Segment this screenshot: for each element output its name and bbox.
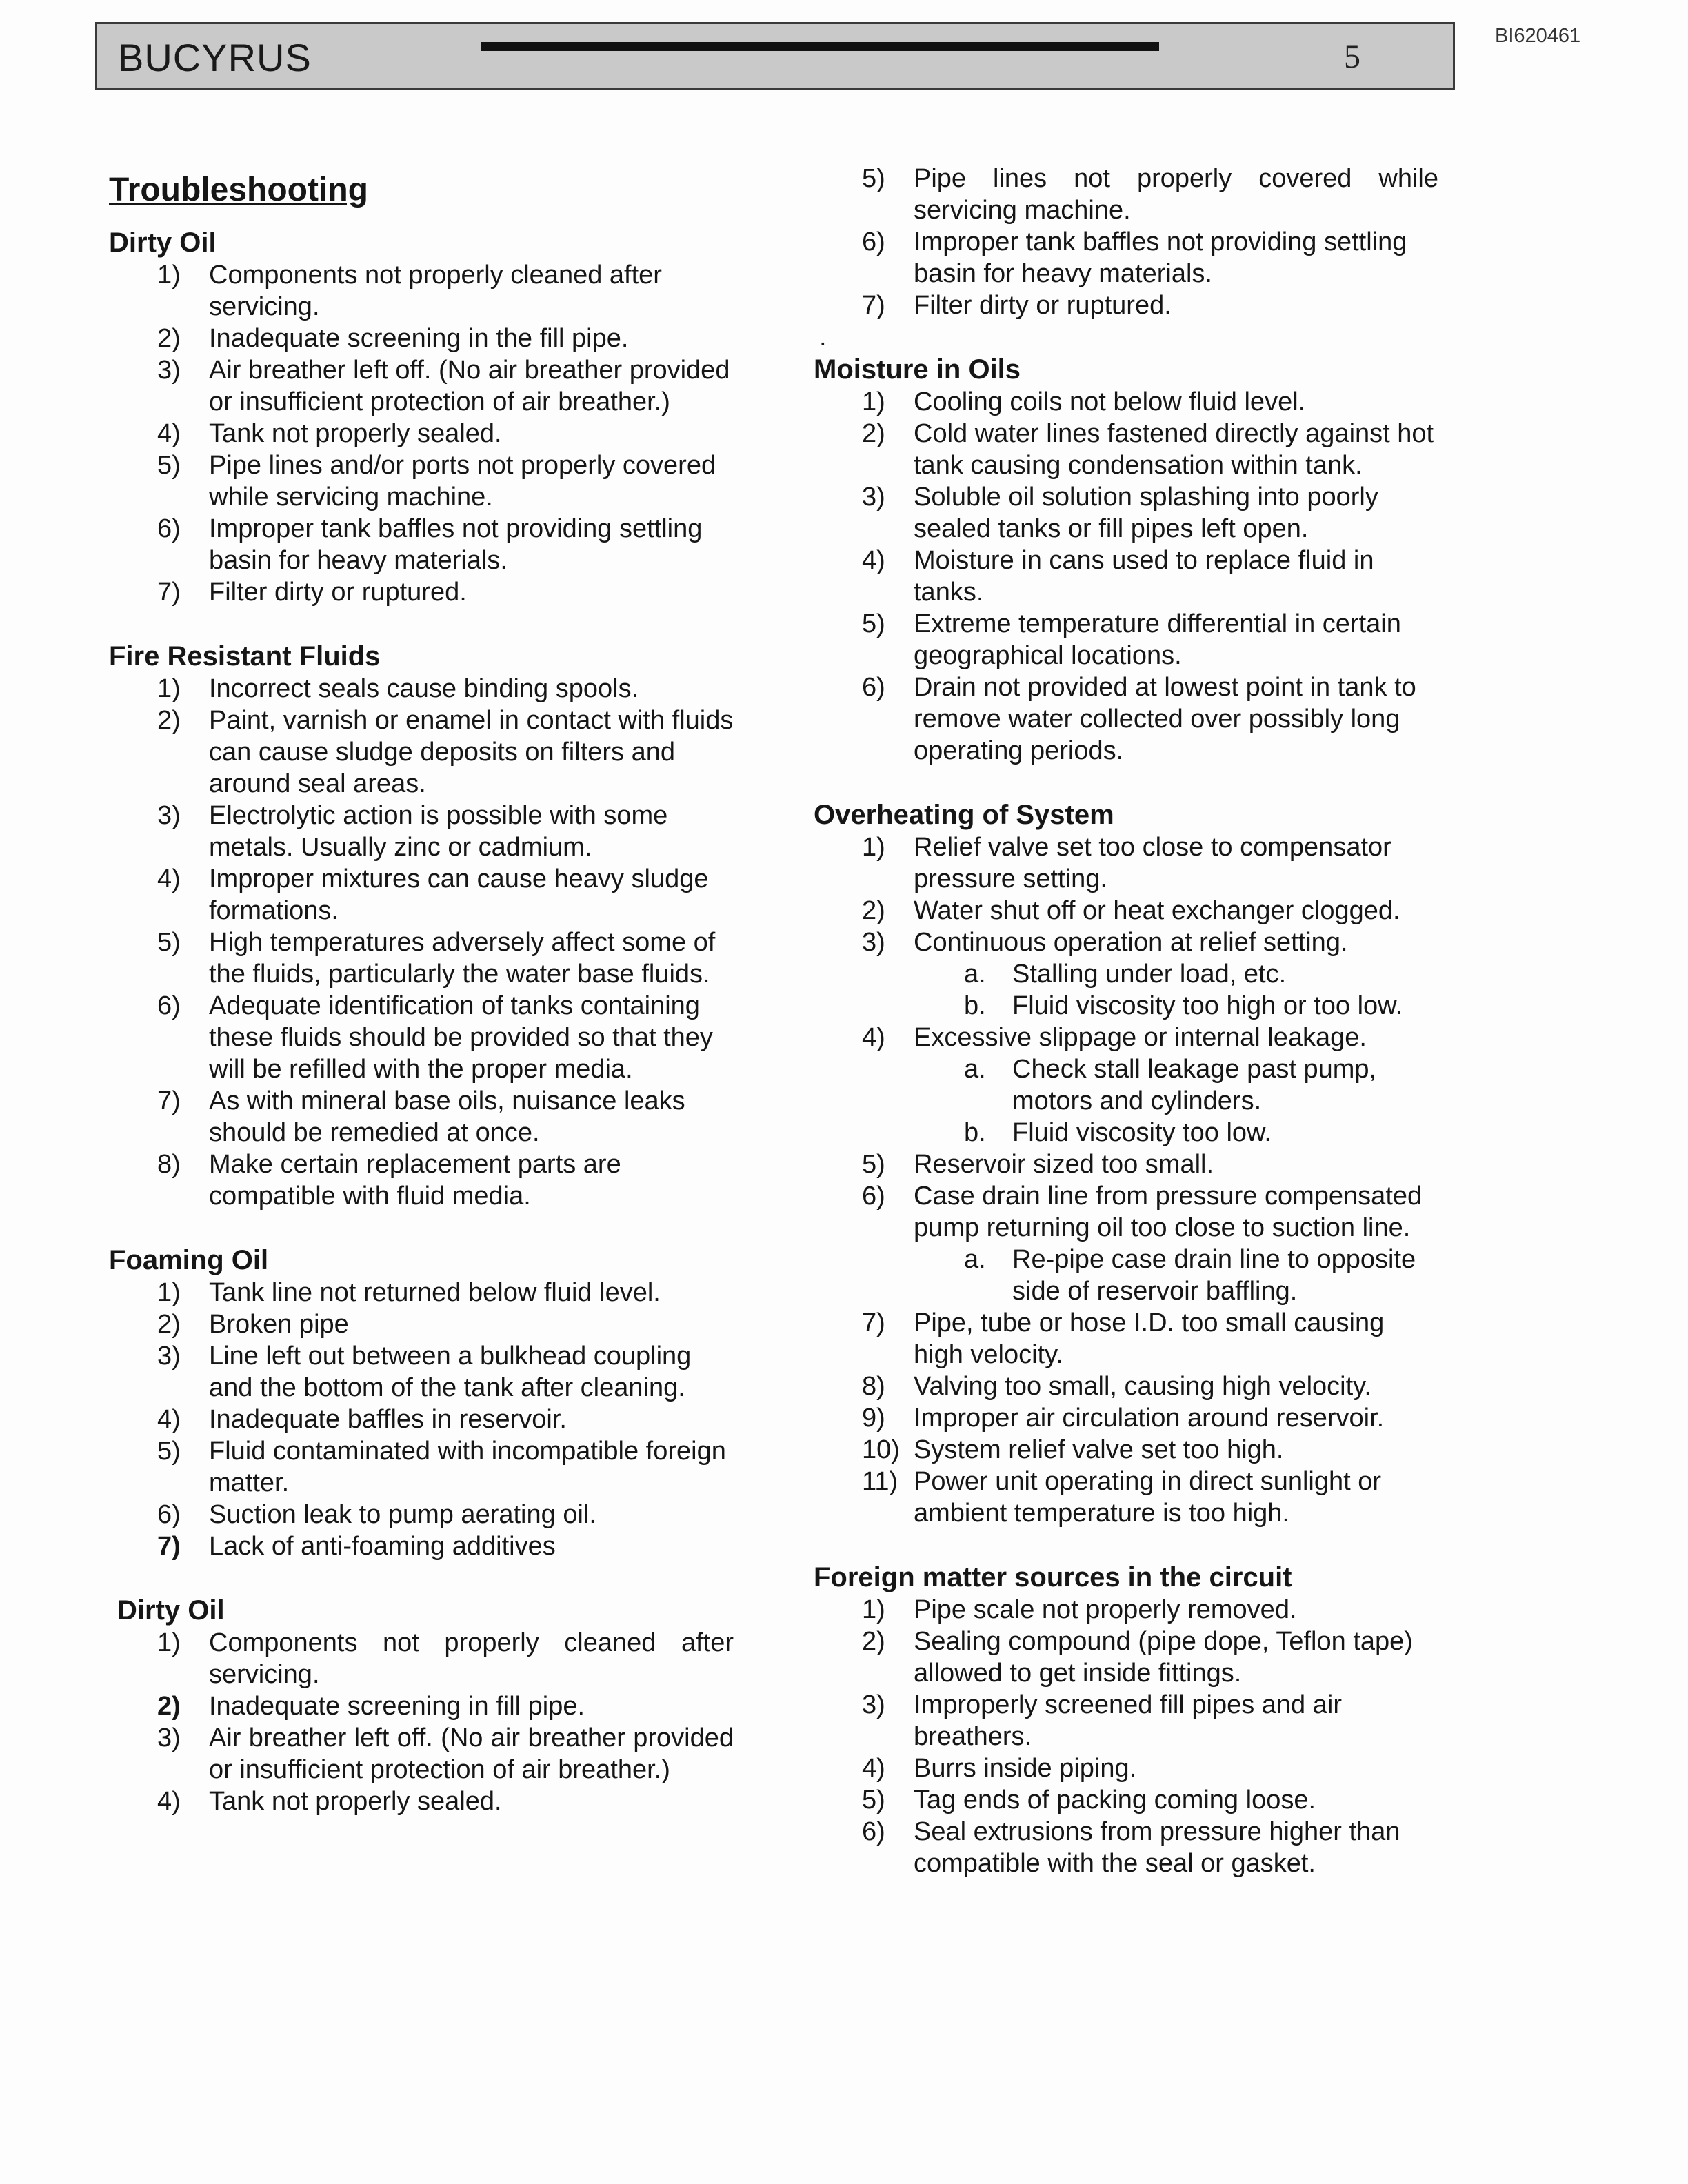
sub-list-item bbox=[814, 958, 1438, 990]
list-item bbox=[109, 1277, 734, 1308]
item-text: Lack of anti-foaming additives bbox=[209, 1532, 556, 1561]
list-item bbox=[814, 831, 1438, 895]
list-item bbox=[814, 1307, 1438, 1371]
item-letter: a. bbox=[964, 1055, 986, 1084]
item-text: Suction leak to pump aerating oil. bbox=[209, 1500, 596, 1529]
list-item bbox=[109, 1435, 734, 1499]
item-letter: b. bbox=[964, 991, 986, 1020]
item-text: Components not properly cleaned after servicing. bbox=[209, 1628, 734, 1689]
item-number: 6) bbox=[862, 228, 885, 256]
item-number: 9) bbox=[862, 1404, 885, 1433]
item-number: 1) bbox=[862, 387, 885, 416]
list-item bbox=[109, 927, 734, 990]
list-item bbox=[814, 163, 1438, 226]
item-text: Fluid viscosity too high or too low. bbox=[1012, 991, 1403, 1020]
item-text: Improperly screened fill pipes and air breathers. bbox=[914, 1690, 1342, 1751]
list-item bbox=[814, 671, 1438, 767]
item-text: Improper air circulation around reservoir. bbox=[914, 1404, 1385, 1433]
item-text: Filter dirty or ruptured. bbox=[209, 578, 467, 607]
list-item bbox=[109, 1499, 734, 1530]
item-number: 5) bbox=[157, 1437, 181, 1466]
item-number: 2) bbox=[157, 1692, 181, 1721]
item-number: 3) bbox=[157, 801, 181, 830]
item-text: Tank line not returned below fluid level. bbox=[209, 1278, 661, 1307]
list-item bbox=[814, 927, 1438, 958]
item-number: 4) bbox=[157, 419, 181, 448]
item-text: Make certain replacement parts are compatible with fluid media. bbox=[209, 1150, 621, 1211]
section-fire-resistant-fluids bbox=[109, 640, 734, 1212]
item-number: 6) bbox=[157, 514, 181, 543]
item-text: Broken pipe bbox=[209, 1310, 349, 1339]
item-number: 3) bbox=[862, 483, 885, 512]
item-text: Water shut off or heat exchanger clogged. bbox=[914, 896, 1400, 925]
item-text: Seal extrusions from pressure higher than compatible with the seal or gasket. bbox=[914, 1817, 1400, 1878]
item-number: 5) bbox=[157, 928, 181, 957]
section-dirty-oil bbox=[109, 226, 734, 608]
list-item bbox=[814, 1594, 1438, 1626]
list-item bbox=[814, 226, 1438, 290]
item-text: Excessive slippage or internal leakage. bbox=[914, 1023, 1367, 1052]
item-number: 2) bbox=[157, 1310, 181, 1339]
list-item bbox=[109, 576, 734, 608]
section-heading: Dirty Oil bbox=[117, 1595, 225, 1626]
item-letter: a. bbox=[964, 1245, 986, 1274]
list-item bbox=[109, 323, 734, 354]
item-letter: b. bbox=[964, 1118, 986, 1147]
list-item bbox=[109, 449, 734, 513]
list-item bbox=[109, 673, 734, 705]
item-number: 7) bbox=[157, 578, 181, 607]
item-text: Moisture in cans used to replace fluid in tanks. bbox=[914, 546, 1374, 607]
list-item bbox=[814, 1180, 1438, 1244]
list-item bbox=[814, 545, 1438, 608]
item-text: Improper tank baffles not providing settling basin for heavy materials. bbox=[914, 228, 1407, 288]
list-item bbox=[814, 1402, 1438, 1434]
item-text: Electrolytic action is possible with some metals. Usually zinc or cadmium. bbox=[209, 801, 668, 862]
item-text: Pipe lines not properly covered while servicing machine. bbox=[914, 164, 1438, 225]
item-text: Pipe, tube or hose I.D. too small causing high velocity. bbox=[914, 1308, 1385, 1369]
item-text: System relief valve set too high. bbox=[914, 1435, 1284, 1464]
list-item bbox=[814, 1689, 1438, 1752]
item-letter: a. bbox=[964, 960, 986, 989]
item-number: 3) bbox=[862, 1690, 885, 1719]
list-item bbox=[109, 513, 734, 576]
item-text: Inadequate screening in the fill pipe. bbox=[209, 324, 629, 353]
item-number: 4) bbox=[157, 1787, 181, 1816]
list-item bbox=[814, 1371, 1438, 1402]
item-text: Tank not properly sealed. bbox=[209, 419, 502, 448]
item-number: 5) bbox=[862, 1150, 885, 1179]
item-text: Air breather left off. (No air breather provided or insufficient protection of air breather.) bbox=[209, 356, 730, 416]
list-item bbox=[109, 1149, 734, 1212]
item-number: 4) bbox=[862, 546, 885, 575]
item-number: 6) bbox=[862, 1182, 885, 1211]
list-item bbox=[109, 1404, 734, 1435]
list-item bbox=[109, 1786, 734, 1817]
page-header-bar bbox=[95, 22, 1455, 90]
section-foaming-oil bbox=[109, 1244, 734, 1562]
item-number: 6) bbox=[157, 1500, 181, 1529]
stray-mark: . bbox=[819, 323, 827, 352]
item-text: Air breather left off. (No air breather provided or insufficient protection of air breather.) bbox=[209, 1723, 734, 1784]
sub-list-item bbox=[814, 990, 1438, 1022]
item-number: 1) bbox=[157, 1628, 181, 1657]
item-number: 6) bbox=[862, 1817, 885, 1846]
item-number: 4) bbox=[157, 865, 181, 893]
item-number: 7) bbox=[862, 291, 885, 320]
list-item bbox=[814, 1466, 1438, 1529]
list-item bbox=[109, 418, 734, 449]
item-text: Inadequate screening in fill pipe. bbox=[209, 1692, 585, 1721]
list-item bbox=[814, 895, 1438, 927]
item-text: Incorrect seals cause binding spools. bbox=[209, 674, 639, 703]
section-foreign-matter-sources-in-the-circuit bbox=[814, 1561, 1438, 1879]
list-item bbox=[814, 386, 1438, 418]
item-number: 10) bbox=[862, 1435, 900, 1464]
item-number: 3) bbox=[157, 1342, 181, 1371]
item-number: 1) bbox=[862, 1595, 885, 1624]
item-text: Inadequate baffles in reservoir. bbox=[209, 1405, 567, 1434]
section-heading: Moisture in Oils bbox=[814, 354, 1021, 385]
item-text: Paint, varnish or enamel in contact with fluids can cause sludge deposits on filters and around seal areas. bbox=[209, 706, 734, 798]
item-number: 4) bbox=[862, 1754, 885, 1783]
item-text: Burrs inside piping. bbox=[914, 1754, 1137, 1783]
item-text: Check stall leakage past pump, motors and cylinders. bbox=[1012, 1055, 1377, 1115]
list-item bbox=[109, 1340, 734, 1404]
item-text: Improper tank baffles not providing settling basin for heavy materials. bbox=[209, 514, 703, 575]
list-item bbox=[814, 1752, 1438, 1784]
list-item bbox=[109, 990, 734, 1085]
item-text: Pipe scale not properly removed. bbox=[914, 1595, 1297, 1624]
list-item bbox=[109, 863, 734, 927]
item-number: 5) bbox=[862, 164, 885, 193]
item-text: Continuous operation at relief setting. bbox=[914, 928, 1348, 957]
item-text: Sealing compound (pipe dope, Teflon tape) allowed to get inside fittings. bbox=[914, 1627, 1413, 1688]
header-rule bbox=[481, 42, 1159, 51]
list-item bbox=[814, 481, 1438, 545]
section-heading: Dirty Oil bbox=[109, 228, 217, 258]
item-text: Valving too small, causing high velocity. bbox=[914, 1372, 1372, 1401]
item-number: 11) bbox=[862, 1467, 898, 1496]
item-number: 2) bbox=[157, 324, 181, 353]
item-text: Extreme temperature differential in certain geographical locations. bbox=[914, 609, 1401, 670]
list-item bbox=[814, 290, 1438, 321]
item-number: 4) bbox=[862, 1023, 885, 1052]
list-item bbox=[109, 259, 734, 323]
sub-list-item bbox=[814, 1244, 1438, 1307]
right-column bbox=[814, 163, 1438, 1911]
list-item bbox=[109, 1627, 734, 1690]
item-text: Adequate identification of tanks containing these fluids should be provided so that they will be refilled with the proper media. bbox=[209, 991, 713, 1084]
section-moisture-in-oils bbox=[814, 353, 1438, 767]
list-item bbox=[814, 1816, 1438, 1879]
list-item bbox=[109, 1690, 734, 1722]
list-item bbox=[109, 1308, 734, 1340]
item-number: 2) bbox=[157, 706, 181, 735]
item-number: 6) bbox=[157, 991, 181, 1020]
item-text: As with mineral base oils, nuisance leaks should be remedied at once. bbox=[209, 1086, 685, 1147]
list-item bbox=[814, 1022, 1438, 1053]
document-id: BI620461 bbox=[1495, 25, 1581, 47]
item-text: Soluble oil solution splashing into poorly sealed tanks or fill pipes left open. bbox=[914, 483, 1378, 543]
left-sections bbox=[109, 226, 734, 1817]
item-number: 4) bbox=[157, 1405, 181, 1434]
list-item bbox=[109, 705, 734, 800]
item-text: Re-pipe case drain line to opposite side of reservoir baffling. bbox=[1012, 1245, 1416, 1306]
list-item bbox=[814, 1149, 1438, 1180]
item-text: Fluid viscosity too low. bbox=[1012, 1118, 1272, 1147]
item-number: 3) bbox=[862, 928, 885, 957]
item-number: 2) bbox=[862, 419, 885, 448]
item-number: 6) bbox=[862, 673, 885, 702]
item-number: 8) bbox=[157, 1150, 181, 1179]
item-number: 8) bbox=[862, 1372, 885, 1401]
item-number: 1) bbox=[157, 674, 181, 703]
item-number: 5) bbox=[157, 451, 181, 480]
item-number: 1) bbox=[157, 1278, 181, 1307]
list-item bbox=[814, 1784, 1438, 1816]
item-text: Filter dirty or ruptured. bbox=[914, 291, 1172, 320]
item-text: Tag ends of packing coming loose. bbox=[914, 1786, 1316, 1814]
item-number: 7) bbox=[157, 1532, 181, 1561]
item-number: 3) bbox=[157, 356, 181, 385]
section-heading: Foreign matter sources in the circuit bbox=[814, 1562, 1292, 1593]
brand-name: BUCYRUS bbox=[118, 36, 312, 79]
item-number: 7) bbox=[862, 1308, 885, 1337]
item-number: 3) bbox=[157, 1723, 181, 1752]
left-column bbox=[109, 163, 734, 1849]
item-number: 5) bbox=[862, 609, 885, 638]
item-number: 2) bbox=[862, 896, 885, 925]
item-text: Components not properly cleaned after servicing. bbox=[209, 261, 662, 321]
sub-list-item bbox=[814, 1117, 1438, 1149]
item-text: Case drain line from pressure compensated pump returning oil too close to suction line. bbox=[914, 1182, 1423, 1242]
item-text: Cooling coils not below fluid level. bbox=[914, 387, 1306, 416]
list-item bbox=[109, 800, 734, 863]
item-text: Pipe lines and/or ports not properly covered while servicing machine. bbox=[209, 451, 716, 512]
list-item bbox=[814, 418, 1438, 481]
item-number: 1) bbox=[157, 261, 181, 290]
item-text: Tank not properly sealed. bbox=[209, 1787, 502, 1816]
right-sections bbox=[814, 353, 1438, 1879]
section-dirty-oil bbox=[109, 1594, 734, 1817]
sub-list-item bbox=[814, 1053, 1438, 1117]
section-heading: Overheating of System bbox=[814, 800, 1114, 830]
list-item bbox=[814, 1626, 1438, 1689]
item-text: Stalling under load, etc. bbox=[1012, 960, 1287, 989]
section-heading: Foaming Oil bbox=[109, 1245, 269, 1275]
list-item bbox=[109, 1530, 734, 1562]
item-text: Improper mixtures can cause heavy sludge formations. bbox=[209, 865, 709, 925]
continued-dirty-oil-list bbox=[814, 163, 1438, 321]
list-item bbox=[109, 354, 734, 418]
list-item bbox=[109, 1085, 734, 1149]
item-text: Cold water lines fastened directly against hot tank causing condensation within tank. bbox=[914, 419, 1434, 480]
item-text: Reservoir sized too small. bbox=[914, 1150, 1214, 1179]
item-number: 1) bbox=[862, 833, 885, 862]
list-item bbox=[814, 1434, 1438, 1466]
item-text: Drain not provided at lowest point in tank to remove water collected over possibly long operating periods. bbox=[914, 673, 1416, 765]
list-item bbox=[109, 1722, 734, 1786]
item-text: High temperatures adversely affect some of the fluids, particularly the water base fluids. bbox=[209, 928, 716, 989]
item-number: 5) bbox=[862, 1786, 885, 1814]
item-text: Power unit operating in direct sunlight or ambient temperature is too high. bbox=[914, 1467, 1382, 1528]
section-heading: Fire Resistant Fluids bbox=[109, 641, 381, 671]
list-item bbox=[814, 608, 1438, 671]
item-number: 2) bbox=[862, 1627, 885, 1656]
item-text: Line left out between a bulkhead coupling and the bottom of the tank after cleaning. bbox=[209, 1342, 692, 1402]
section-overheating-of-system bbox=[814, 798, 1438, 1529]
item-text: Relief valve set too close to compensator pressure setting. bbox=[914, 833, 1391, 893]
page-number: 5 bbox=[1344, 39, 1360, 75]
item-text: Fluid contaminated with incompatible foreign matter. bbox=[209, 1437, 726, 1497]
page-title: Troubleshooting bbox=[109, 172, 368, 208]
item-number: 7) bbox=[157, 1086, 181, 1115]
